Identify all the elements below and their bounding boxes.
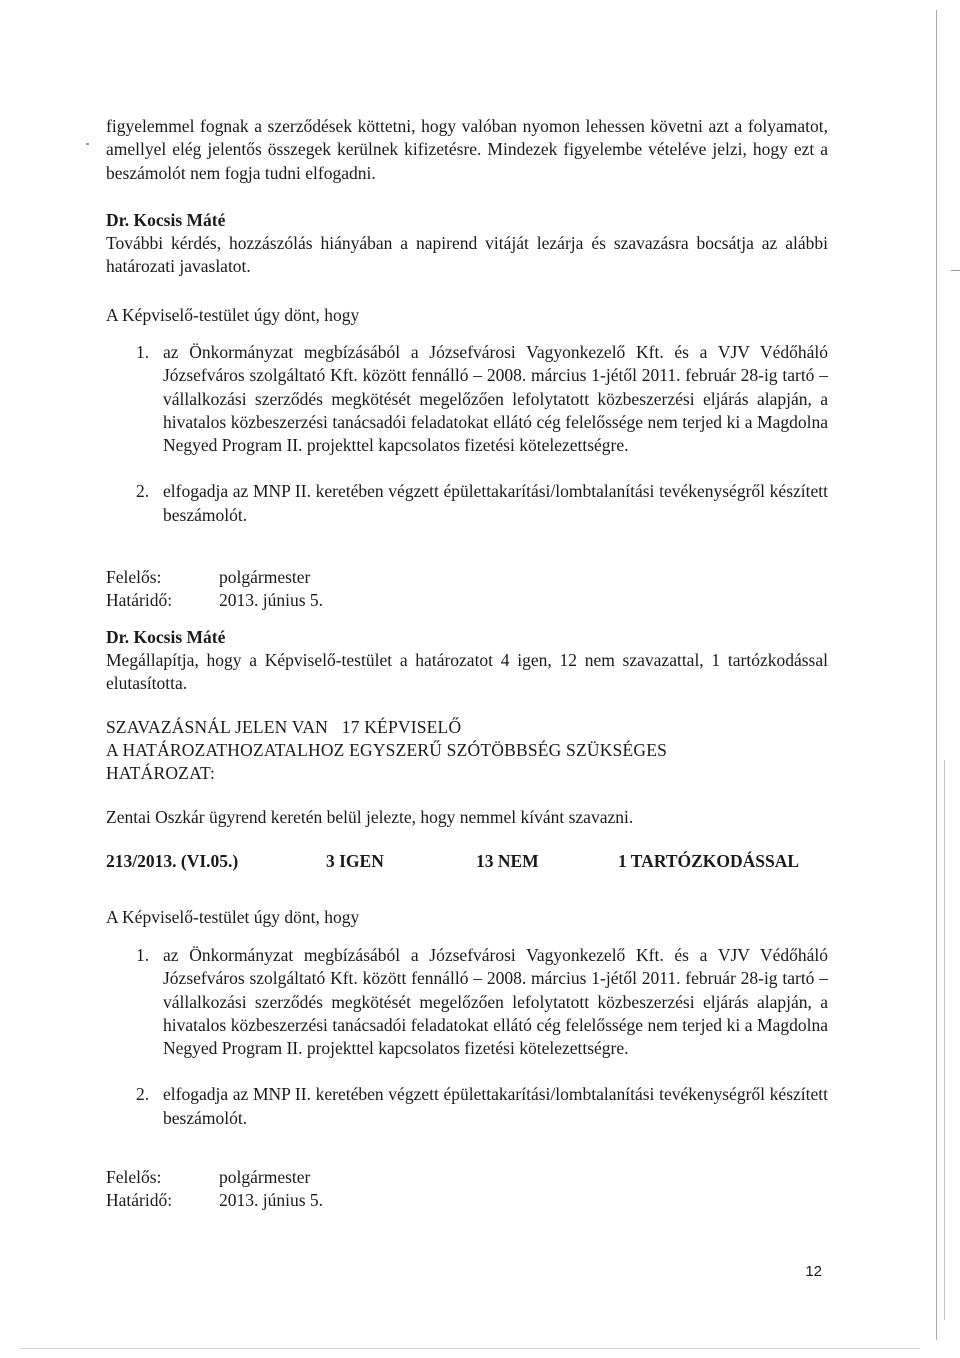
list-item: [106, 480, 828, 527]
resolution-number: 213/2013. (VI.05.): [106, 851, 239, 871]
resolution-list: [106, 944, 828, 1130]
page-number: 12: [805, 1263, 822, 1280]
list-item-number: 2.: [136, 481, 150, 502]
list-item: [106, 1083, 828, 1130]
responsibility-block: [106, 1166, 323, 1213]
list-item-text: az Önkormányzat megbízásából a Józsefvárosi Vagyonkezelő Kft. és a VJV Védőháló Józsefváros szolgáltató Kft. között fennálló – 2008. március 1-jétől 2011. február 28-ig tartó – vállalkozási szerződés megkötését megelőzően lefolytatott közbeszerzési eljárás alapján, a hivatalos közbeszerzési tanácsadói feladatokat ellátó cég felelőssége nem terjed ki a Magdolna Negyed Program II. projekttel kapcsolatos fizetési kötelezettségre.: [163, 342, 828, 456]
resolution-heading: HATÁROZAT:: [106, 763, 216, 783]
deadline-value: 2013. június 5.: [219, 1190, 324, 1211]
responsibility-block: [106, 566, 323, 613]
scan-margin-line: [936, 10, 937, 1340]
responsible-label: Felelős:: [106, 1167, 162, 1187]
speaker-name: Dr. Kocsis Máté: [106, 210, 226, 230]
decision-intro: A Képviselő-testület úgy dönt, hogy: [106, 305, 360, 325]
speaker-statement: További kérdés, hozzászólás hiányában a napirend vitáját lezárja és szavazásra bocsátja az alábbi határozati javaslatot.: [106, 233, 828, 277]
list-item-number: 2.: [136, 1084, 150, 1105]
scan-margin-line: [944, 760, 945, 1320]
deadline-label: Határidő:: [106, 1190, 173, 1211]
list-item-number: 1.: [136, 342, 150, 362]
scan-speck: [86, 143, 89, 145]
list-item-text: elfogadja az MNP II. keretében végzett épülettakarítási/lombtalanítási tevékenységről készített beszámolót.: [163, 481, 828, 525]
speaker-statement: Megállapítja, hogy a Képviselő-testület a határozatot 4 igen, 12 nem szavazattal, 1 tartózkodással elutasította.: [106, 650, 828, 694]
list-item: [106, 341, 828, 457]
vote-yes: 3 IGEN: [326, 851, 384, 871]
procedural-note: Zentai Oszkár ügyrend keretén belül jelezte, hogy nemmel kívánt szavazni.: [106, 807, 634, 827]
vote-abstain: 1 TARTÓZKODÁSSAL: [618, 851, 800, 871]
responsible-value: polgármester: [219, 1167, 311, 1187]
voting-majority: A HATÁROZATHOZATALHOZ EGYSZERŰ SZÓTÖBBSÉG SZÜKSÉGES: [106, 740, 668, 760]
vote-no: 13 NEM: [476, 851, 539, 871]
responsible-label: Felelős:: [106, 567, 162, 587]
deadline-label: Határidő:: [106, 590, 173, 611]
intro-paragraph: figyelemmel fognak a szerződések köttetni, hogy valóban nyomon lehessen követni azt a folyamatot, amellyel elég jelentős összegek kerülnek kifizetésre. Mindezek figyelembe vételéve jelzi, hogy ezt a beszámolót nem fogja tudni elfogadni.: [106, 116, 828, 183]
list-item: [106, 944, 828, 1060]
speaker-name: Dr. Kocsis Máté: [106, 627, 226, 647]
resolution-list: [106, 341, 828, 527]
voting-present: SZAVAZÁSNÁL JELEN VAN 17 KÉPVISELŐ: [106, 717, 462, 737]
scan-margin-tick: [951, 270, 960, 271]
list-item-text: elfogadja az MNP II. keretében végzett épülettakarítási/lombtalanítási tevékenységről készített beszámolót.: [163, 1084, 828, 1128]
decision-intro: A Képviselő-testület úgy dönt, hogy: [106, 907, 360, 927]
list-item-text: az Önkormányzat megbízásából a Józsefvárosi Vagyonkezelő Kft. és a VJV Védőháló Józsefváros szolgáltató Kft. között fennálló – 2008. március 1-jétől 2011. február 28-ig tartó – vállalkozási szerződés megkötését megelőzően lefolytatott közbeszerzési eljárás alapján, a hivatalos közbeszerzési tanácsadói feladatokat ellátó cég felelőssége nem terjed ki a Magdolna Negyed Program II. projekttel kapcsolatos fizetési kötelezettségre.: [163, 945, 828, 1059]
responsible-value: polgármester: [219, 567, 311, 587]
list-item-number: 1.: [136, 945, 150, 965]
deadline-value: 2013. június 5.: [219, 590, 324, 611]
scan-bottom-line: [20, 1348, 920, 1349]
